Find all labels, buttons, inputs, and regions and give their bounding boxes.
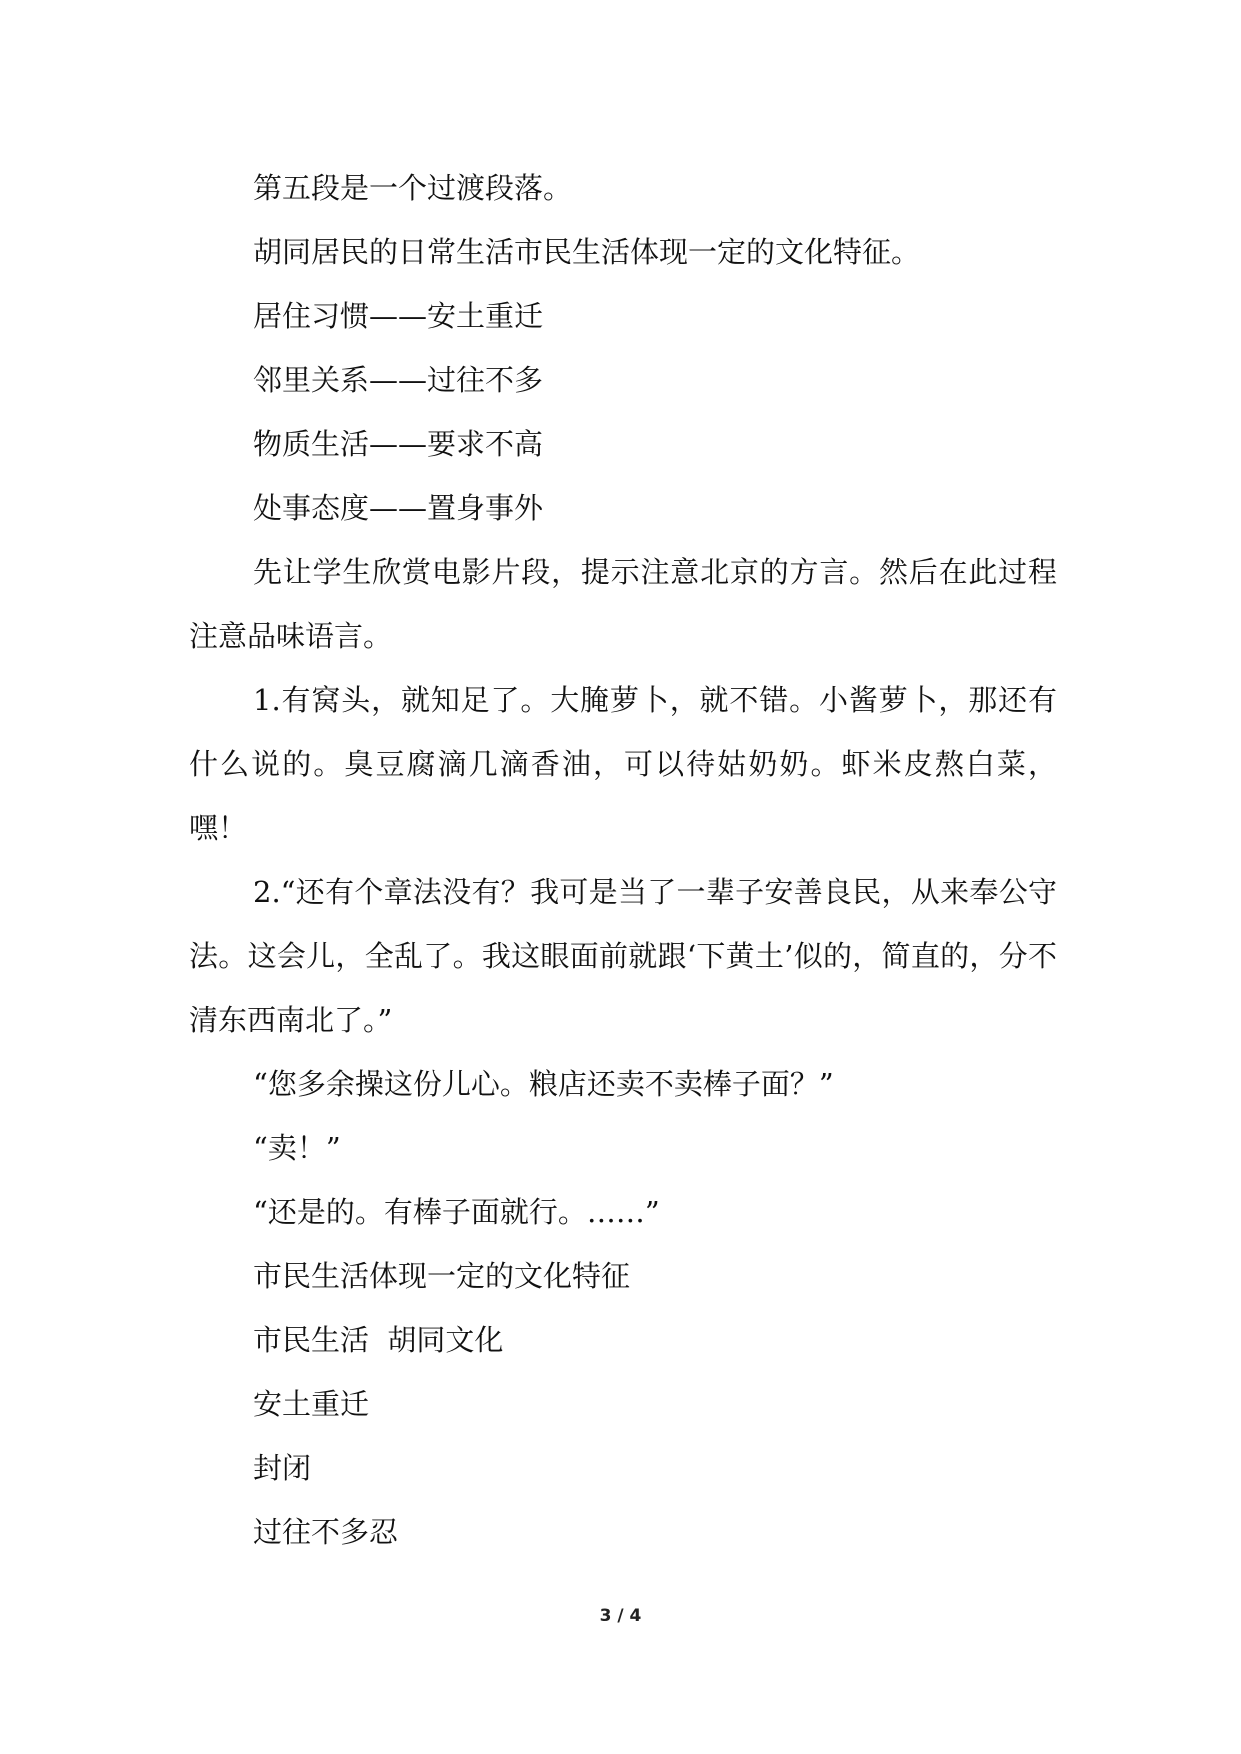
paragraph: 邻里关系——过往不多 [253, 363, 544, 397]
paragraph: 处事态度——置身事外 [253, 491, 544, 525]
paragraph: “卖！” [253, 1131, 341, 1165]
paragraph: 胡同居民的日常生活市民生活体现一定的文化特征。 [253, 235, 921, 269]
paragraph: 1.有窝头，就知足了。大腌萝卜，就不错。小酱萝卜，那还有什么说的。臭豆腐滴几滴香油，可以待姑奶奶。虾米皮熬白菜，嘿！ [189, 683, 1057, 845]
page-number: 3 / 4 [599, 1606, 642, 1626]
paragraph: 封闭 [253, 1451, 312, 1485]
paragraph: “还是的。有棒子面就行。……” [253, 1195, 660, 1229]
paragraph: “您多余操这份儿心。粮店还卖不卖棒子面？” [253, 1067, 834, 1101]
paragraph: 安土重迁 [253, 1387, 370, 1421]
paragraph: 物质生活——要求不高 [253, 427, 544, 461]
paragraph: 市民生活体现一定的文化特征 [253, 1259, 631, 1293]
document-body [189, 156, 1057, 1564]
paragraph: 2.“还有个章法没有？我可是当了一辈子安善良民，从来奉公守法。这会儿，全乱了。我这眼面前就跟‘下黄土’似的，简直的，分不清东西南北了。” [189, 875, 1057, 1037]
paragraph: 第五段是一个过渡段落。 [253, 171, 573, 205]
paragraph: 市民生活 胡同文化 [253, 1323, 504, 1357]
paragraph: 先让学生欣赏电影片段，提示注意北京的方言。然后在此过程注意品味语言。 [189, 555, 1057, 653]
paragraph: 居住习惯——安土重迁 [253, 299, 544, 333]
paragraph: 过往不多忍 [253, 1515, 399, 1549]
